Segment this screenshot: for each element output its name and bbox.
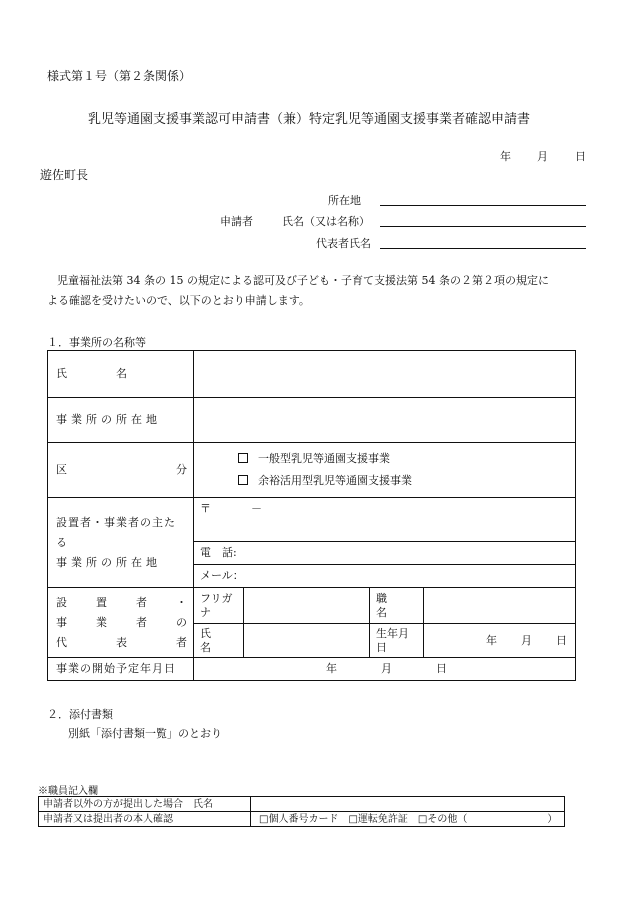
option1-label: 一般型乳児等通園支援事業 xyxy=(258,452,390,465)
rep-name-label: 氏 名 xyxy=(194,624,244,658)
position-label: 職 名 xyxy=(370,588,424,624)
staff-row2-label: 申請者又は提出者の本人確認 xyxy=(39,812,251,827)
representative-label: 代表者氏名 xyxy=(316,237,371,250)
start-date-label: 事業の開始予定年月日 xyxy=(48,658,194,681)
staff-row1-label: 申請者以外の方が提出した場合 氏名 xyxy=(39,797,251,812)
applicant-label: 申請者 xyxy=(220,215,253,228)
hq-location-label: 設置者・事業者の主たる 事業所の所在地 xyxy=(48,498,194,588)
date-month: 月 xyxy=(537,150,548,163)
form-number: 様式第１号（第２条関係） xyxy=(47,69,192,83)
staff-heading: ※職員記入欄 xyxy=(38,786,98,797)
option2-label: 余裕活用型乳児等通園支援事業 xyxy=(258,474,412,487)
representative-line[interactable] xyxy=(380,248,586,249)
category-field xyxy=(194,443,576,498)
birthdate-field[interactable]: 年 月 日 xyxy=(424,624,576,658)
facility-location-label: 事業所の所在地 xyxy=(48,398,194,443)
document-title: 乳児等通園支援事業認可申請書（兼）特定乳児等通園支援事業者確認申請書 xyxy=(88,112,531,127)
facility-name-field[interactable] xyxy=(194,351,576,398)
position-field[interactable] xyxy=(424,588,576,624)
date-day: 日 xyxy=(575,150,586,163)
address-line[interactable] xyxy=(380,205,586,206)
section2-heading: ２．添付書類 xyxy=(47,708,113,721)
body-text-line2: よる確認を受けたいので、以下のとおり申請します。 xyxy=(47,294,310,307)
section1-heading: １．事業所の名称等 xyxy=(47,336,146,349)
date-year: 年 xyxy=(500,150,511,163)
body-text-line1: 児童福祉法第 34 条の 15 の規定による認可及び子ども・子育て支援法第 54 条の２第２項の規定に xyxy=(57,274,549,287)
addressee: 遊佐町長 xyxy=(40,168,89,182)
rep-name-field[interactable] xyxy=(244,624,370,658)
category-label: 区 分 xyxy=(48,443,194,498)
postal-code-field[interactable]: 〒 － xyxy=(194,498,576,542)
option1-checkbox[interactable] xyxy=(238,453,248,463)
option2-checkbox[interactable] xyxy=(238,475,248,485)
phone-field[interactable]: 電 話: xyxy=(194,542,576,565)
birthdate-label: 生年月日 xyxy=(370,624,424,658)
representative-row-label: 設 置 者 ・ 事 業 者 の 代 表 者 xyxy=(48,588,194,658)
furigana-label: フリガナ xyxy=(194,588,244,624)
address-label: 所在地 xyxy=(328,194,361,207)
staff-row1-field[interactable] xyxy=(251,797,565,812)
facility-location-field[interactable] xyxy=(194,398,576,443)
business-info-table xyxy=(47,350,576,681)
facility-name-label: 氏 名 xyxy=(48,351,194,398)
furigana-field[interactable] xyxy=(244,588,370,624)
email-field[interactable]: メール： xyxy=(194,565,576,588)
staff-id-checks[interactable]: □個人番号カード □運転免許証 □その他（ ） xyxy=(251,812,565,827)
start-date-field[interactable]: 年 月 日 xyxy=(194,658,576,681)
section2-text: 別紙「添付書類一覧」のとおり xyxy=(68,727,222,740)
staff-table xyxy=(38,796,565,827)
name-line[interactable] xyxy=(380,226,586,227)
name-label: 氏名（又は名称） xyxy=(282,215,370,228)
